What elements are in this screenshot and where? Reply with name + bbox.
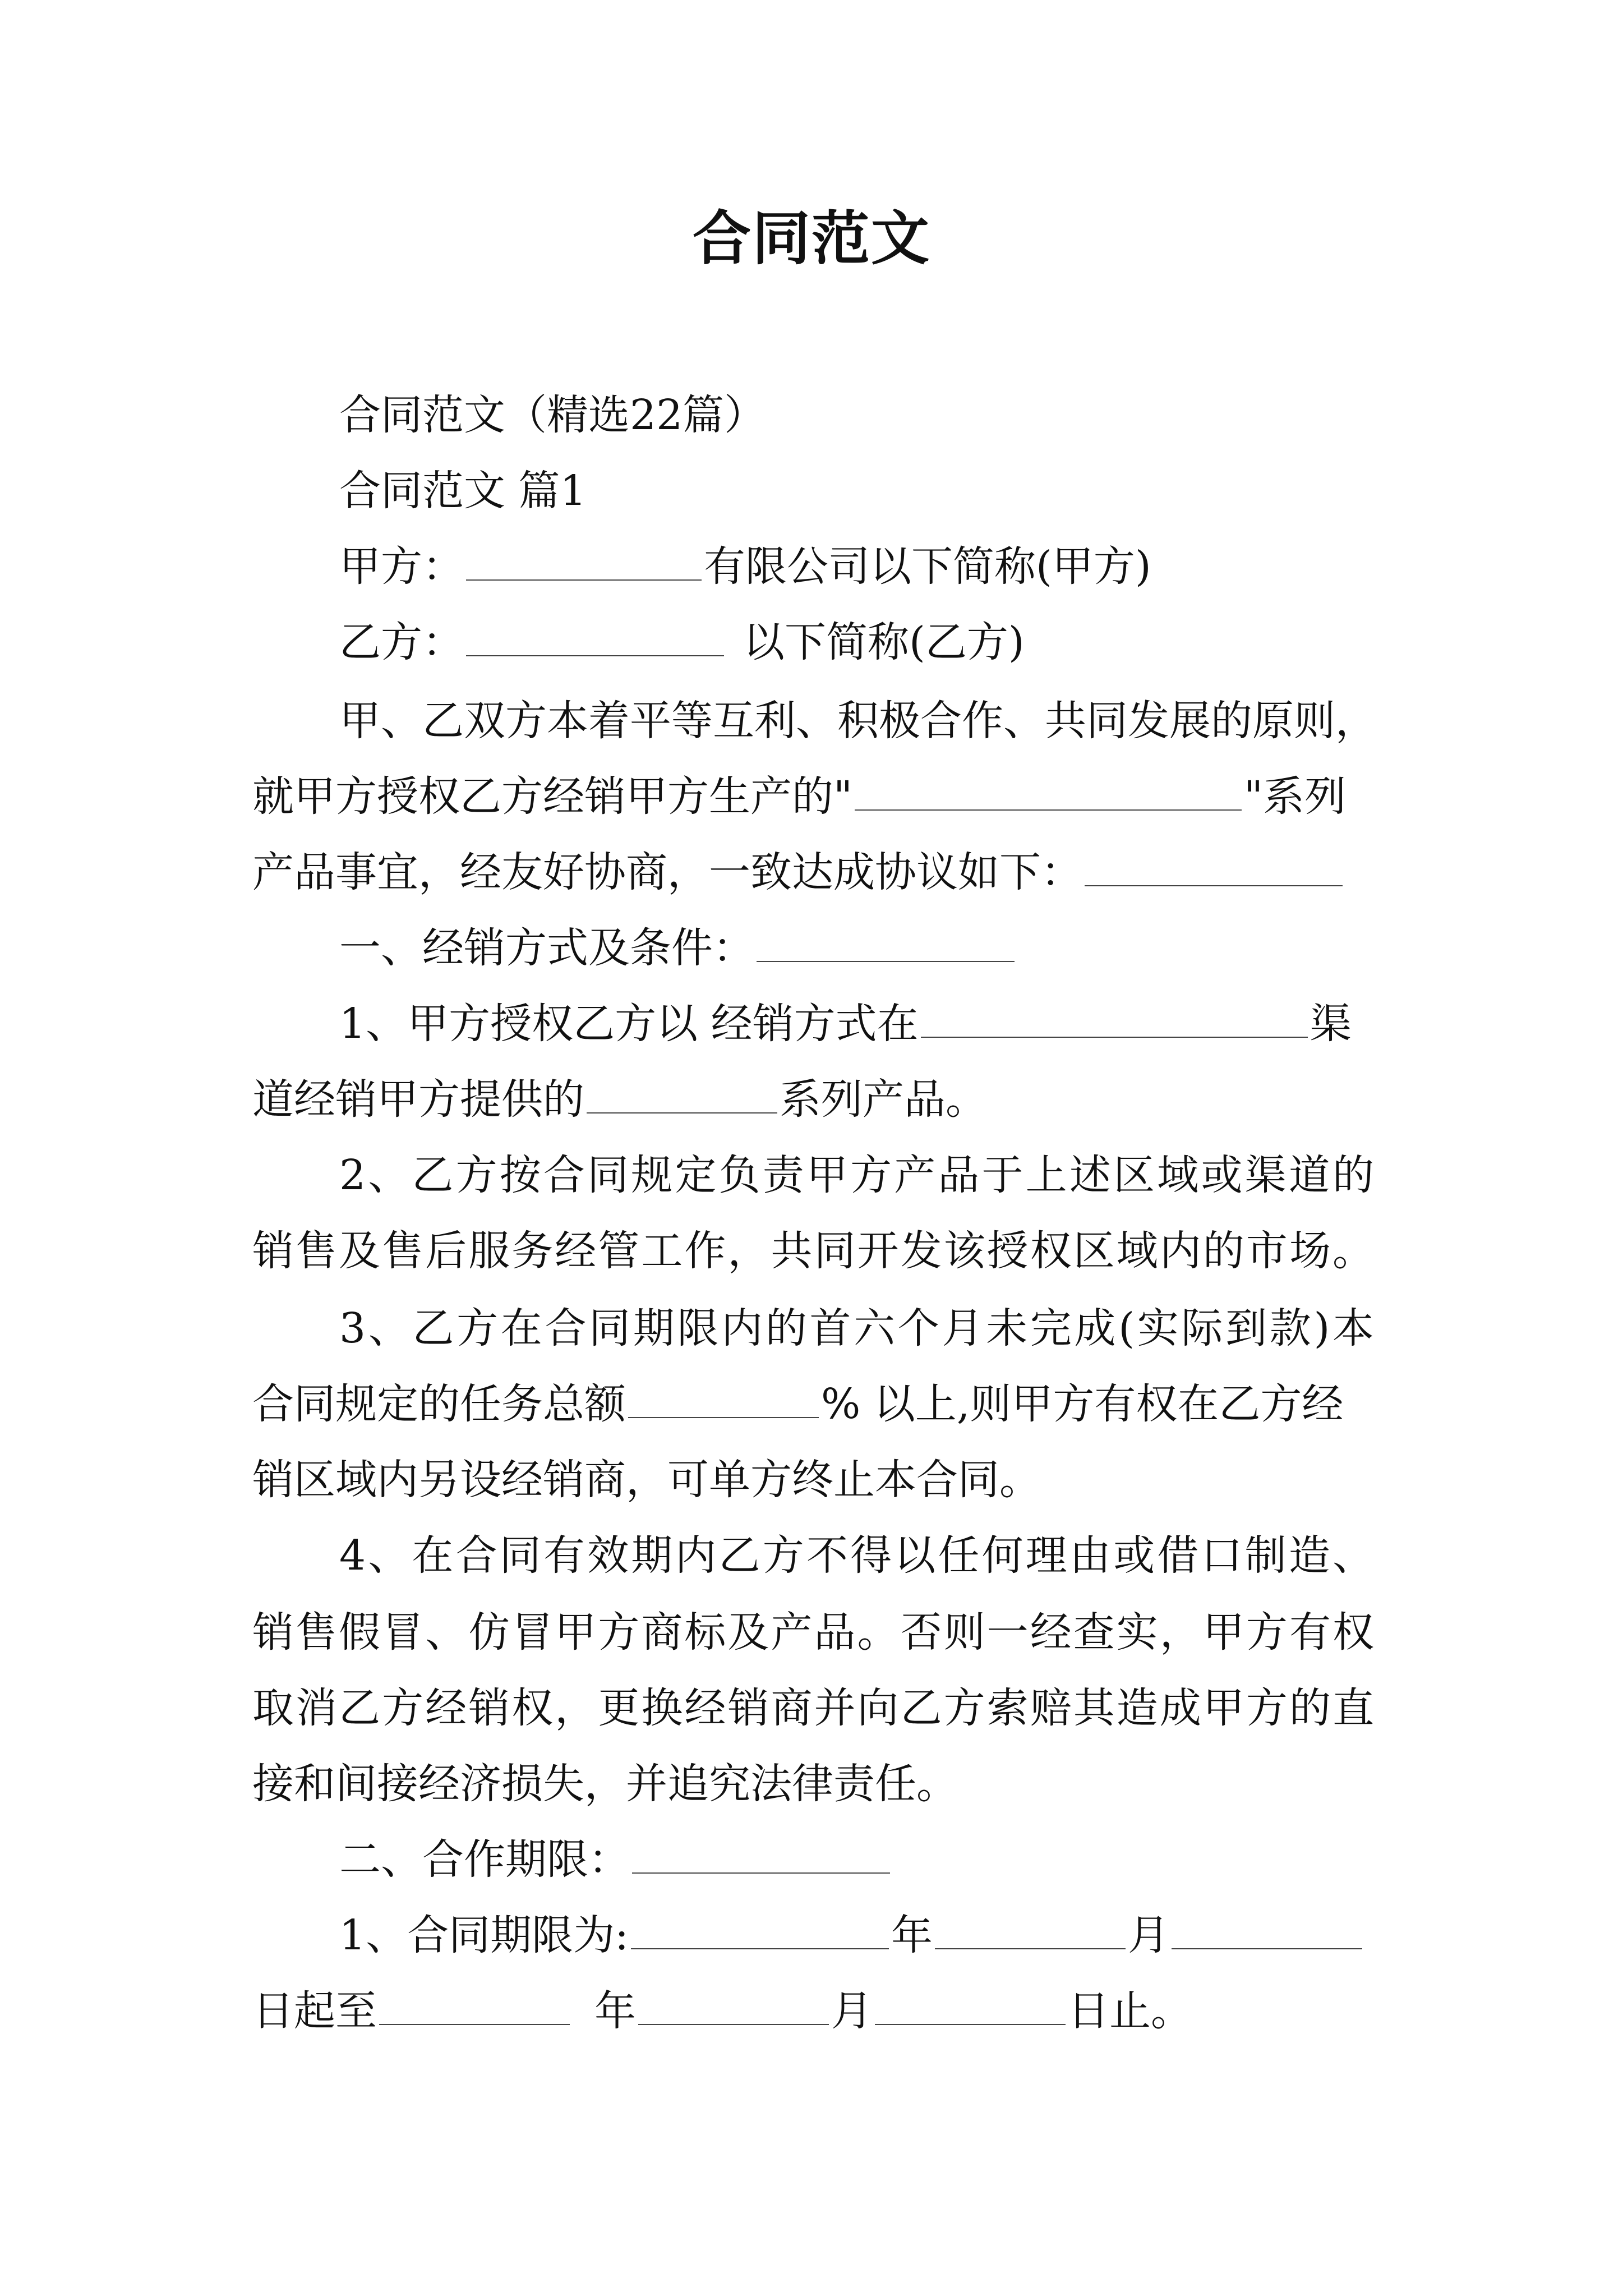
clause-1-1-line-2-text-b: 系列产品。 (780, 1075, 987, 1124)
clause-1-1-line-2-text-a: 道经销甲方提供的 (252, 1075, 584, 1124)
intro-line-2-text-a: 就甲方授权乙方经销甲方生产的" (252, 772, 853, 821)
clause-1-3-line-2-text-b: % 以上,则甲方有权在乙方经 (821, 1380, 1344, 1428)
start-day-blank (1172, 1912, 1362, 1949)
section-2-heading-text: 二、合作期限： (339, 1835, 630, 1884)
sales-channel-blank (921, 1001, 1308, 1038)
clause-1-1-text-a: 1、甲方授权乙方以 经销方式在 (339, 1000, 919, 1048)
clause-1-3-line-1 (339, 1300, 1374, 1356)
product-series-blank (855, 774, 1242, 811)
party-a-blank (466, 544, 702, 581)
clause-1-4-line-2 (252, 1604, 1374, 1660)
end-month-label: 月 (831, 1987, 873, 2035)
end-day-label: 日止。 (1068, 1987, 1192, 2035)
clause-1-1-line-1 (339, 996, 1374, 1052)
clause-1-1-line-2 (252, 1071, 1374, 1128)
clause-1-4-line-1 (339, 1527, 1374, 1584)
party-b-suffix: 以下简称(乙方) (743, 618, 1025, 666)
clause-1-4-line-3-text: 取消乙方经销权，更换经销商并向乙方索赔其造成甲方的直 (252, 1684, 1374, 1732)
product-line-blank (587, 1076, 777, 1114)
document-title: 合同范文 (692, 204, 930, 273)
party-b-line (339, 614, 1374, 670)
clause-1-3-line-2 (252, 1376, 1374, 1432)
clause-2-1-text-a: 1、合同期限为: (339, 1911, 629, 1959)
section-1-heading (339, 920, 1374, 976)
party-a-line (339, 539, 1374, 595)
clause-1-2-line-2-text: 销售及售后服务经管工作，共同开发该授权区域内的市场。 (252, 1227, 1374, 1275)
article-heading (339, 463, 1374, 519)
clause-2-1-line-2-text-a: 日起至 (252, 1987, 377, 2035)
task-percentage-blank (628, 1381, 819, 1418)
clause-1-2-line-1-text: 2、乙方按合同规定负责甲方产品于上述区域或渠道的 (339, 1151, 1374, 1199)
start-month-blank (935, 1912, 1126, 1949)
start-month-label: 月 (1128, 1911, 1170, 1959)
section-2-blank (632, 1837, 890, 1874)
article-heading-text: 合同范文 篇1 (339, 467, 587, 515)
agreement-blank (1085, 849, 1343, 886)
clause-1-3-line-1-text: 3、乙方在合同期限内的首六个月未完成(实际到款)本 (339, 1304, 1374, 1352)
section-1-blank (757, 925, 1015, 962)
intro-line-2-text-b: "系列 (1244, 772, 1347, 821)
clause-2-1-line-1 (339, 1907, 1374, 1963)
clause-1-3-line-3 (252, 1452, 1374, 1508)
clause-1-4-line-2-text: 销售假冒、仿冒甲方商标及产品。否则一经查实，甲方有权 (252, 1608, 1374, 1657)
clause-1-4-line-4 (252, 1756, 1374, 1812)
clause-1-2-line-2 (252, 1223, 1374, 1279)
clause-1-2-line-1 (339, 1147, 1374, 1203)
clause-1-4-line-3 (252, 1680, 1374, 1736)
clause-1-4-line-4-text: 接和间接经济损失，并追究法律责任。 (252, 1760, 958, 1808)
section-1-heading-text: 一、经销方式及条件： (339, 924, 754, 972)
intro-line-3-text: 产品事宜，经友好协商，一致达成协议如下： (252, 848, 1082, 896)
document-subtitle (339, 387, 1374, 443)
end-month-blank (638, 1988, 829, 2025)
intro-line-1-text: 甲、乙双方本着平等互利、积极合作、共同发展的原则， (339, 697, 1377, 745)
end-year-label: 年 (594, 1987, 636, 2035)
intro-line-1 (339, 693, 1377, 749)
party-a-suffix: 有限公司以下简称(甲方) (704, 542, 1151, 591)
clause-2-1-line-2 (252, 1983, 1374, 2039)
intro-line-2 (252, 769, 1374, 825)
end-day-blank (875, 1988, 1066, 2025)
section-2-heading (339, 1832, 1374, 1888)
start-year-blank (631, 1912, 889, 1949)
start-year-label: 年 (891, 1911, 933, 1959)
clause-1-3-line-2-text-a: 合同规定的任务总额 (252, 1380, 626, 1428)
clause-1-3-line-3-text: 销区域内另设经销商，可单方终止本合同。 (252, 1456, 1041, 1504)
subtitle-text: 合同范文（精选22篇） (339, 391, 766, 439)
end-year-blank (379, 1988, 570, 2025)
party-b-label: 乙方： (339, 618, 464, 666)
party-b-blank (466, 619, 724, 656)
party-a-label: 甲方： (339, 542, 464, 591)
clause-1-4-line-1-text: 4、在合同有效期内乙方不得以任何理由或借口制造、 (339, 1531, 1374, 1580)
clause-1-1-text-b: 渠 (1310, 1000, 1352, 1048)
intro-line-3 (252, 844, 1374, 900)
